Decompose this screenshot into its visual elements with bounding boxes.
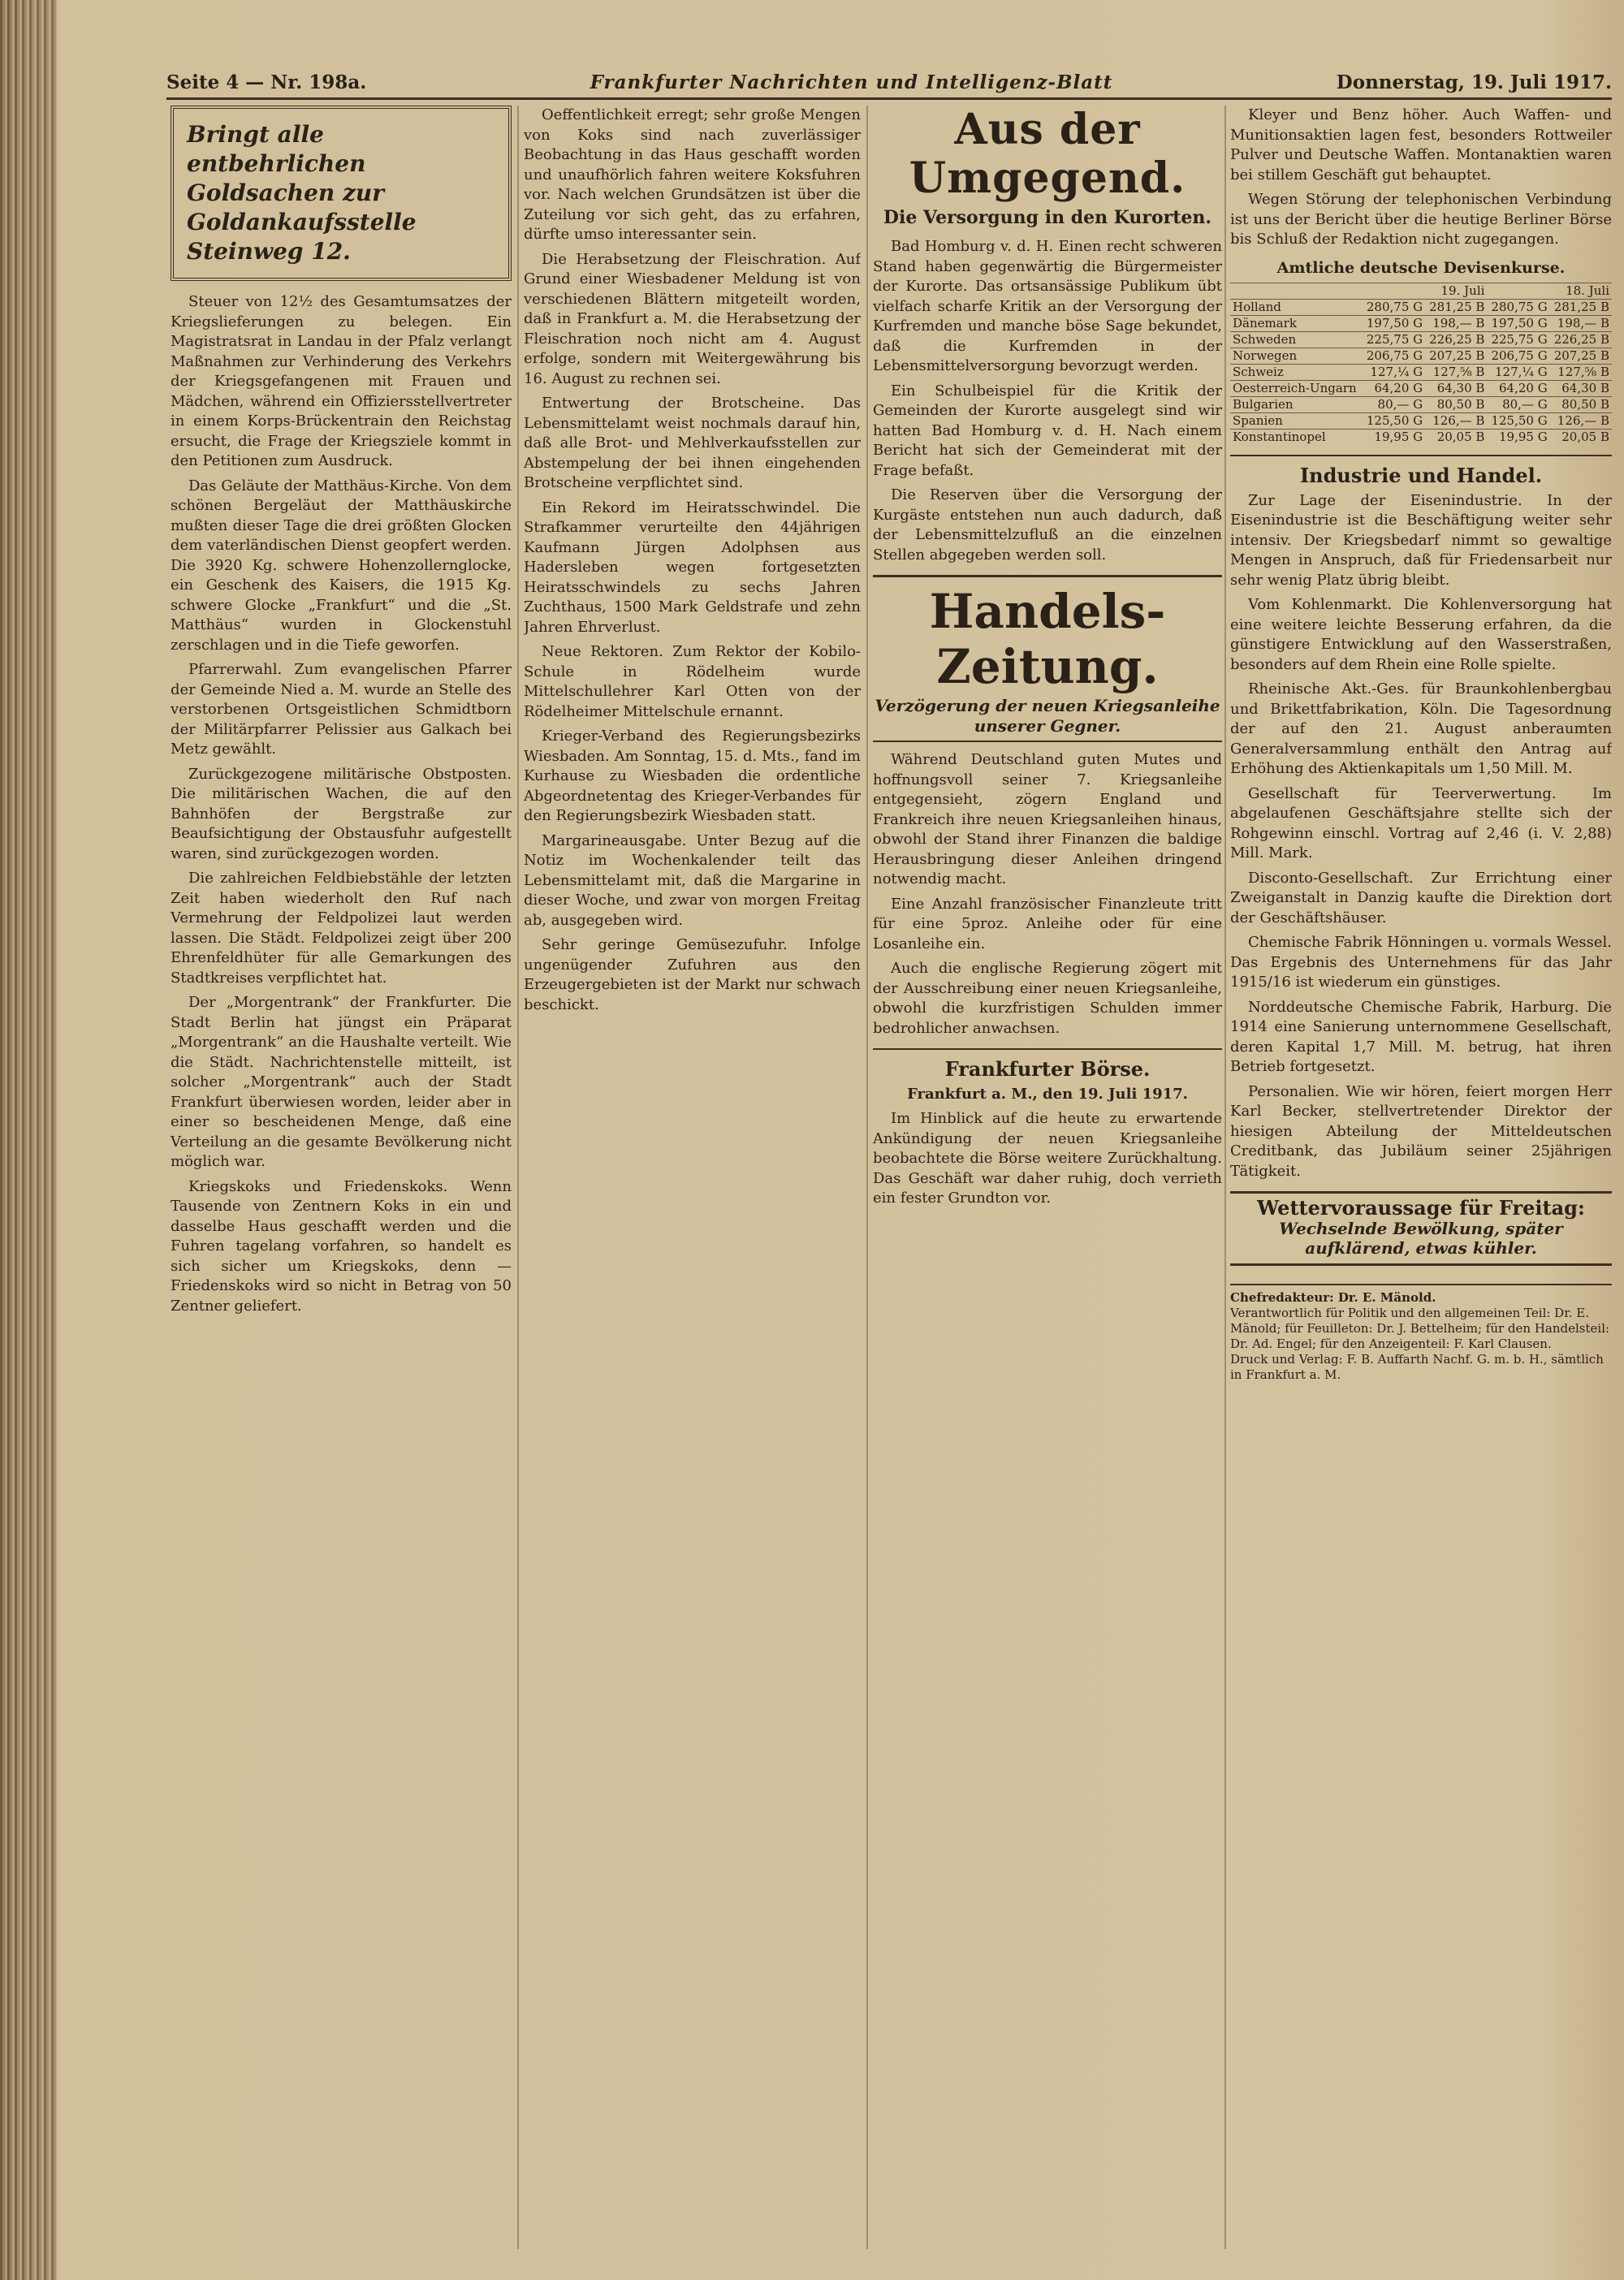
- industrie-title: Industrie und Handel.: [1299, 464, 1543, 487]
- devisen-cell: Oesterreich-Ungarn: [1230, 381, 1363, 397]
- devisen-header-cell: 18. Juli: [1487, 283, 1612, 300]
- devisen-cell: 80,50 B: [1425, 397, 1487, 413]
- devisen-cell: 125,50 G: [1363, 413, 1425, 430]
- article-paragraph: Kleyer und Benz höher. Auch Waffen- und Munitionsaktien lagen fest, besonders Rottweiler Pulver und Deutsche Waffen. Montanaktien waren bei stillem Geschäft gut behauptet.: [1230, 106, 1612, 184]
- devisen-row: [1230, 300, 1612, 316]
- article-paragraph: Eine Anzahl französischer Finanzleute tritt für eine 5proz. Anleihe oder für eine Losanleihe ein.: [873, 895, 1222, 952]
- imprint-line: Chefredakteur: Dr. E. Mänold.: [1230, 1289, 1436, 1305]
- devisen-cell: 198,— B: [1550, 316, 1612, 332]
- book-binding: [0, 0, 57, 2280]
- devisen-cell: 207,25 B: [1425, 348, 1487, 365]
- imprint-line: Verantwortlich für Politik und den allgemeinen Teil: Dr. E. Mänold; für Feuilleton: Dr. J. Bettelheim; für den Handelsteil: Dr. Ad. Engel; für den Anzeigenteil: F. Karl Clausen.: [1230, 1305, 1610, 1351]
- devisen-row: [1230, 348, 1612, 365]
- devisen-cell: 127,¼ G: [1487, 365, 1549, 381]
- article-paragraph: Das Geläute der Matthäus-Kirche. Von dem schönen Bergeläut der Matthäuskirche mußten dieser Tage die drei größten Glocken dem vaterländischen Dienst geopfert werden. Die 3920 Kg. schwere Hohenzollernglocke, ein Geschenk des Kaisers, die 1915 Kg. schwere Glocke „Frankfurt“ und die „St. Matthäus“ wurden in Glockenstuhl zerschlagen und in die Tiefe geworfen.: [171, 477, 512, 654]
- devisen-cell: 280,75 G: [1363, 300, 1425, 316]
- article-paragraph: Auch die englische Regierung zögert mit der Ausschreibung einer neuen Kriegsanleihe, obwohl die kurzfristigen Schulden immer bedrohlicher anwachsen.: [873, 960, 1222, 1037]
- devisen-cell: Holland: [1230, 300, 1363, 316]
- column-rule: [866, 106, 868, 2249]
- umgegend-title: Aus der Umgegend.: [909, 106, 1186, 203]
- article-paragraph: Gesellschaft für Teerverwertung. Im abgelaufenen Geschäftsjahre stellte sich der Rohgewinn einschl. Vortrag auf 2,46 (i. V. 2,88) Mill. Mark.: [1230, 784, 1612, 861]
- devisen-cell: 226,25 B: [1425, 332, 1487, 348]
- article-paragraph: Bad Homburg v. d. H. Einen recht schweren Stand haben gegenwärtig die Bürgermeister der Kurorte. Das ortsansässige Publikum übt vielfach scharfe Kritik an der Versorgung der Kurfremden und manche böse Sage bekundet, daß die Kurfremden in der Lebensmittelversorgung bevorzugt werden.: [873, 238, 1222, 374]
- article-paragraph: Ein Schulbeispiel für die Kritik der Gemeinden der Kurorte ausgelegt sind wir hatten Bad Homburg v. d. H. Nach einem Bericht hat sich der Gemeinderat mit der Frage befaßt.: [873, 382, 1222, 479]
- column-4: [1230, 106, 1612, 2249]
- article-paragraph: Sehr geringe Gemüsezufuhr. Infolge ungenügender Zufuhren aus den Erzeugergebieten ist der Markt nur schwach beschickt.: [524, 936, 861, 1013]
- gold-ad-box: [171, 106, 512, 281]
- devisen-cell: 126,— B: [1425, 413, 1487, 430]
- devisen-body: [1230, 300, 1612, 446]
- imprint: [1230, 1284, 1612, 1383]
- devisen-cell: 197,50 G: [1363, 316, 1425, 332]
- handels-subtitle: Verzögerung der neuen Kriegsanleihe unserer Gegner.: [873, 696, 1222, 742]
- devisen-header-cell: 19. Juli: [1363, 283, 1488, 300]
- header-left: Seite 4 — Nr. 198a.: [166, 71, 367, 93]
- article-paragraph: Während Deutschland guten Mutes und hoffnungsvoll seiner 7. Kriegsanleihe entgegensieht, zögern England und Frankreich ihre neuen Kriegsanleihen hinaus, obwohl der Stand ihrer Finanzen die baldige Herausbringung dieser Anleihen dringend notwendig macht.: [873, 751, 1222, 887]
- devisen-cell: 64,30 B: [1425, 381, 1487, 397]
- page-header: [166, 67, 1612, 100]
- article-paragraph: Ein Rekord im Heiratsschwindel. Die Strafkammer verurteilte den 44jährigen Kaufmann Jürgen Adolphsen aus Hadersleben wegen fortgesetzten Heiratsschwindels zu sechs Jahren Zuchthaus, 1500 Mark Geldstrafe und zehn Jahren Ehrverlust.: [524, 499, 861, 636]
- devisen-cell: 225,75 G: [1363, 332, 1425, 348]
- article-paragraph: Zur Lage der Eisenindustrie. In der Eisenindustrie ist die Beschäftigung weiter sehr intensiv. Der Kriegsbedarf nimmt so gewaltige Mengen in Anspruch, daß für Friedensarbeit nur sehr wenig Platz übrig bleibt.: [1230, 491, 1612, 589]
- divider: [1230, 455, 1612, 456]
- article-paragraph: Norddeutsche Chemische Fabrik, Harburg. Die 1914 eine Sanierung unternommene Gesellschaft, deren Kapital 1,7 Mill. M. betrug, hat ihren Betrieb fortgesetzt.: [1230, 998, 1612, 1075]
- article-paragraph: Oeffentlichkeit erregt; sehr große Mengen von Koks sind nach zuverlässiger Beobachtung in das Haus geschafft worden und unaufhörlich fahren weitere Koksfuhren vor. Nach welchen Grundsätzen ist über die Zuteilung vor sich geht, das zu erfahren, dürfte umso interessanter sein.: [524, 106, 861, 243]
- devisen-cell: 281,25 B: [1550, 300, 1612, 316]
- devisen-cell: 80,— G: [1363, 397, 1425, 413]
- header-masthead: Frankfurter Nachrichten und Intelligenz-Blatt: [590, 71, 1113, 93]
- devisen-cell: 64,20 G: [1487, 381, 1549, 397]
- devisen-row: [1230, 430, 1612, 446]
- devisen-cell: 80,50 B: [1550, 397, 1612, 413]
- devisen-row: [1230, 397, 1612, 413]
- article-paragraph: Disconto-Gesellschaft. Zur Errichtung einer Zweiganstalt in Danzig kaufte die Direktion dort der Geschäftshäuser.: [1230, 869, 1612, 926]
- article-paragraph: Wegen Störung der telephonischen Verbindung ist uns der Bericht über die heutige Berliner Börse bis Schluß der Redaktion nicht zugegangen.: [1230, 191, 1612, 248]
- devisen-cell: Dänemark: [1230, 316, 1363, 332]
- devisen-cell: 206,75 G: [1487, 348, 1549, 365]
- handels-zeitung-title: Handels-Zeitung.: [873, 575, 1222, 694]
- devisen-title: Amtliche deutsche Devisenkurse.: [1276, 258, 1566, 277]
- devisen-cell: 198,— B: [1425, 316, 1487, 332]
- article-paragraph: Entwertung der Brotscheine. Das Lebensmittelamt weist nochmals darauf hin, daß alle Brot- und Mehlverkaufsstellen zur Abstempelung der bei ihnen eingehenden Brotscheine verpflichtet sind.: [524, 395, 861, 491]
- article-paragraph: Margarineausgabe. Unter Bezug auf die Notiz im Wochenkalender teilt das Lebensmittelamt mit, daß die Margarine in dieser Woche, und zwar von morgen Freitag ab, ausgegeben wird.: [524, 831, 861, 929]
- article-paragraph: Kriegskoks und Friedenskoks. Wenn Tausende von Zentnern Koks in ein und dasselbe Haus geschafft werden und die Fuhren tagelang vorfahren, so handelt es sich sicher um Kriegskoks, denn — Friedenskoks wird so nicht in Betrag von 50 Zentner geliefert.: [171, 1177, 512, 1315]
- umgegend-subtitle: Die Versorgung in den Kurorten.: [883, 207, 1212, 228]
- devisen-row: [1230, 365, 1612, 381]
- column-2: [524, 106, 861, 2249]
- devisen-cell: Bulgarien: [1230, 397, 1363, 413]
- header-date: Donnerstag, 19. Juli 1917.: [1336, 71, 1612, 93]
- devisen-row: [1230, 413, 1612, 430]
- devisen-row: [1230, 316, 1612, 332]
- article-paragraph: Im Hinblick auf die heute zu erwartende Ankündigung der neuen Kriegsanleihe beobachtete die Börse weitere Zurückhaltung. Das Geschäft war daher ruhig, doch verrieth ein fester Grundton vor.: [873, 1110, 1222, 1207]
- devisen-cell: 127,¼ G: [1363, 365, 1425, 381]
- boerse-title: Frankfurter Börse.: [944, 1057, 1151, 1081]
- devisen-cell: 20,05 B: [1550, 430, 1612, 446]
- article-paragraph: Vom Kohlenmarkt. Die Kohlenversorgung hat eine weitere leichte Besserung erfahren, da die günstigere Entwicklung auf den Wasserstraßen, besonders auf dem Rhein eine Rolle spielte.: [1230, 596, 1612, 673]
- devisen-cell: 280,75 G: [1487, 300, 1549, 316]
- boerse-dateline: Frankfurt a. M., den 19. Juli 1917.: [907, 1085, 1188, 1103]
- article-paragraph: Neue Rektoren. Zum Rektor der Kobilo-Schule in Rödelheim wurde Mittelschullehrer Karl Otten von der Rödelheimer Mittelschule ernannt.: [524, 643, 861, 720]
- article-paragraph: Personalien. Wie wir hören, feiert morgen Herr Karl Becker, stellvertretender Direktor der hiesigen Abteilung der Mitteldeutschen Creditbank, das Jubiläum seiner 25jährigen Tätigkeit.: [1230, 1082, 1612, 1180]
- devisen-cell: Konstantinopel: [1230, 430, 1363, 446]
- devisen-cell: 281,25 B: [1425, 300, 1487, 316]
- devisen-table: [1230, 283, 1612, 445]
- devisen-cell: 19,95 G: [1487, 430, 1549, 446]
- devisen-cell: 64,20 G: [1363, 381, 1425, 397]
- article-paragraph: Chemische Fabrik Hönningen u. vormals Wessel. Das Ergebnis des Unternehmens für das Jahr 1915/16 ist wiederum ein günstiges.: [1230, 934, 1612, 991]
- article-paragraph: Der „Morgentrank“ der Frankfurter. Die Stadt Berlin hat jüngst ein Präparat „Morgentrank“ an die Haushalte verteilt. Wie die Städt. Nachrichtenstelle mitteilt, ist solcher „Morgentrank“ auch der Stadt Frankfurt überwiesen worden, leider aber in einer so bescheidenen Menge, daß eine Verteilung an die gesamte Bevölkerung nicht möglich war.: [171, 994, 512, 1170]
- article-paragraph: Steuer von 12½ des Gesamtumsatzes der Kriegslieferungen zu belegen. Ein Magistratsrat in Landau in der Pfalz verlangt Maßnahmen zur Verhinderung des Verkehrs der Kriegsgefangenen mit Frauen und Mädchen, während ein Offiziersstellvertreter in einem Korps-Brückentrain den Reichstag ersucht, die Frage der Kriegsziele kommt in den Petitionen zum Ausdruck.: [171, 293, 512, 469]
- devisen-cell: 206,75 G: [1363, 348, 1425, 365]
- weather-title: Wettervoraussage für Freitag:: [1257, 1196, 1585, 1220]
- article-paragraph: Die zahlreichen Feldbiebstähle der letzten Zeit haben wiederholt den Ruf nach Vermehrung der Feldpolizei laut werden lassen. Die Städt. Feldpolizei zeigt über 200 Ehrenfeldhüter für alle Gemarkungen des Stadtkreises verpflichtet hat.: [171, 870, 512, 987]
- devisen-cell: 80,— G: [1487, 397, 1549, 413]
- devisen-row: [1230, 381, 1612, 397]
- column-rule: [517, 106, 519, 2249]
- devisen-cell: Schweden: [1230, 332, 1363, 348]
- devisen-cell: Norwegen: [1230, 348, 1363, 365]
- weather-box: [1230, 1191, 1612, 1266]
- imprint-line: Druck und Verlag: F. B. Auffarth Nachf. G. m. b. H., sämtlich in Frankfurt a. M.: [1230, 1351, 1604, 1382]
- divider: [873, 1048, 1222, 1050]
- gold-ad-text: Bringt alle entbehrlichen Goldsachen zur Goldankaufsstelle Steinweg 12.: [187, 121, 417, 265]
- devisen-cell: 207,25 B: [1550, 348, 1612, 365]
- devisen-cell: 127,⅝ B: [1425, 365, 1487, 381]
- devisen-cell: 197,50 G: [1487, 316, 1549, 332]
- devisen-cell: 19,95 G: [1363, 430, 1425, 446]
- article-paragraph: Pfarrerwahl. Zum evangelischen Pfarrer der Gemeinde Nied a. M. wurde an Stelle des verstorbenen Ortsgeistlichen Schmidtborn der Militärpfarrer Pelissier aus Galkach bei Metz gewählt.: [171, 661, 512, 758]
- devisen-cell: 127,⅝ B: [1550, 365, 1612, 381]
- devisen-cell: 225,75 G: [1487, 332, 1549, 348]
- devisen-cell: 64,30 B: [1550, 381, 1612, 397]
- devisen-cell: 126,— B: [1550, 413, 1612, 430]
- weather-text: Wechselnde Bewölkung, später aufklärend, etwas kühler.: [1279, 1218, 1563, 1258]
- devisen-cell: 125,50 G: [1487, 413, 1549, 430]
- devisen-cell: Schweiz: [1230, 365, 1363, 381]
- devisen-cell: 226,25 B: [1550, 332, 1612, 348]
- devisen-row: [1230, 332, 1612, 348]
- column-rule: [1224, 106, 1226, 2249]
- article-paragraph: Die Reserven über die Versorgung der Kurgäste entstehen nun auch dadurch, daß der Lebensmittelzufluß an die einzelnen Stellen abgegeben werden soll.: [873, 486, 1222, 564]
- devisen-header-cell: [1230, 283, 1363, 300]
- article-paragraph: Krieger-Verband des Regierungsbezirks Wiesbaden. Am Sonntag, 15. d. Mts., fand im Kurhause zu Wiesbaden die ordentliche Abgeordnetentag des Krieger-Verbandes für den Regierungsbezirk Wiesbaden statt.: [524, 728, 861, 824]
- devisen-header-row: [1230, 283, 1612, 300]
- article-paragraph: Die Herabsetzung der Fleischration. Auf Grund einer Wiesbadener Meldung ist von verschiedenen Blättern mitgeteilt worden, daß in Frankfurt a. M. die Herabsetzung der Fleischration noch nicht am 4. August erfolge, sondern mit Weitergewährung bis 16. August zu rechnen sei.: [524, 250, 861, 387]
- column-1: [171, 106, 512, 2249]
- devisen-cell: 20,05 B: [1425, 430, 1487, 446]
- column-3: [873, 106, 1222, 2249]
- article-paragraph: Zurückgezogene militärische Obstposten. Die militärischen Wachen, die auf den Bahnhöfen der Bergstraße zur Beaufsichtigung der Obstausfuhr aufgestellt waren, sind zurückgezogen worden.: [171, 765, 512, 862]
- article-paragraph: Rheinische Akt.-Ges. für Braunkohlenbergbau und Brikettfabrikation, Köln. Die Tagesordnung der auf den 21. August anberaumten Generalversammlung enthält den Antrag auf Erhöhung des Aktienkapitals um 1,50 Mill. M.: [1230, 680, 1612, 777]
- devisen-cell: Spanien: [1230, 413, 1363, 430]
